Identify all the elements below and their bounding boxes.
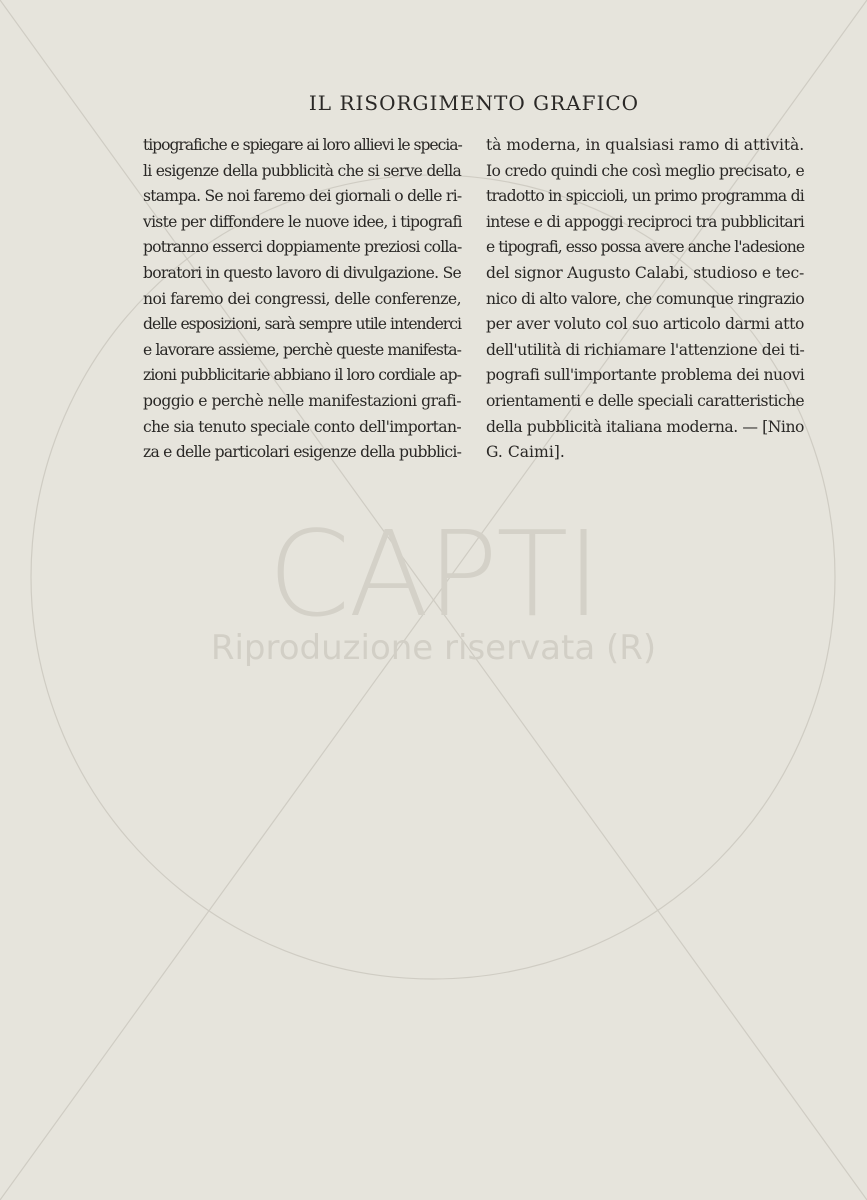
text-line: viste per diffondere le nuove idee, i tipografi — [143, 212, 462, 231]
text-line: za e delle particolari esigenze della pubblici- — [143, 443, 462, 462]
text-line: noi faremo dei congressi, delle conferenze, — [143, 289, 461, 308]
text-line: nico di alto valore, che comunque ringrazio — [486, 289, 804, 308]
text-line: dell'utilità di richiamare l'attenzione dei ti- — [486, 340, 805, 359]
text-line: delle esposizioni, sarà sempre utile intenderci — [143, 315, 461, 334]
text-column-left — [143, 133, 461, 466]
text-column-right — [486, 133, 804, 466]
text-line: stampa. Se noi faremo dei giornali o delle ri- — [143, 187, 462, 206]
text-line: potranno esserci doppiamente preziosi colla- — [143, 238, 462, 257]
text-line: e lavorare assieme, perchè queste manifesta- — [143, 340, 461, 359]
text-line: e tipografi, esso possa avere anche l'adesione — [486, 238, 805, 257]
text-line: del signor Augusto Calabi, studioso e tec- — [486, 263, 805, 282]
text-line: pografi sull'importante problema dei nuovi — [486, 366, 805, 385]
text-line: tradotto in spiccioli, un primo programma di — [486, 187, 804, 206]
text-line: tà moderna, in qualsiasi ramo di attività. — [486, 136, 805, 154]
text-line: intese e di appoggi reciproci tra pubblicitari — [486, 212, 804, 231]
text-line: G. Caimi]. — [486, 443, 565, 462]
text-line: che sia tenuto speciale conto dell'importan- — [143, 417, 461, 436]
running-title: IL RISORGIMENTO GRAFICO — [308, 91, 640, 115]
watermark-brand: CAPTI — [267, 505, 600, 643]
watermark-notice: Riproduzione riservata (R) — [210, 628, 657, 668]
text-line: poggio e perchè nelle manifestazioni grafi- — [143, 391, 461, 410]
text-line: Io credo quindi che così meglio precisato, e — [486, 161, 805, 180]
text-line: li esigenze della pubblicità che si serve della — [143, 161, 461, 180]
text-line: zioni pubblicitarie abbiano il loro cordiale ap- — [143, 366, 462, 385]
text-line: boratori in questo lavoro di divulgazione. Se — [143, 263, 462, 282]
text-line: per aver voluto col suo articolo darmi atto — [486, 315, 804, 334]
text-line: della pubblicità italiana moderna. — [Nino — [486, 417, 804, 436]
text-line: orientamenti e delle speciali caratteristiche — [486, 391, 804, 410]
text-line: tipografiche e spiegare ai loro allievi le specia- — [143, 136, 462, 154]
